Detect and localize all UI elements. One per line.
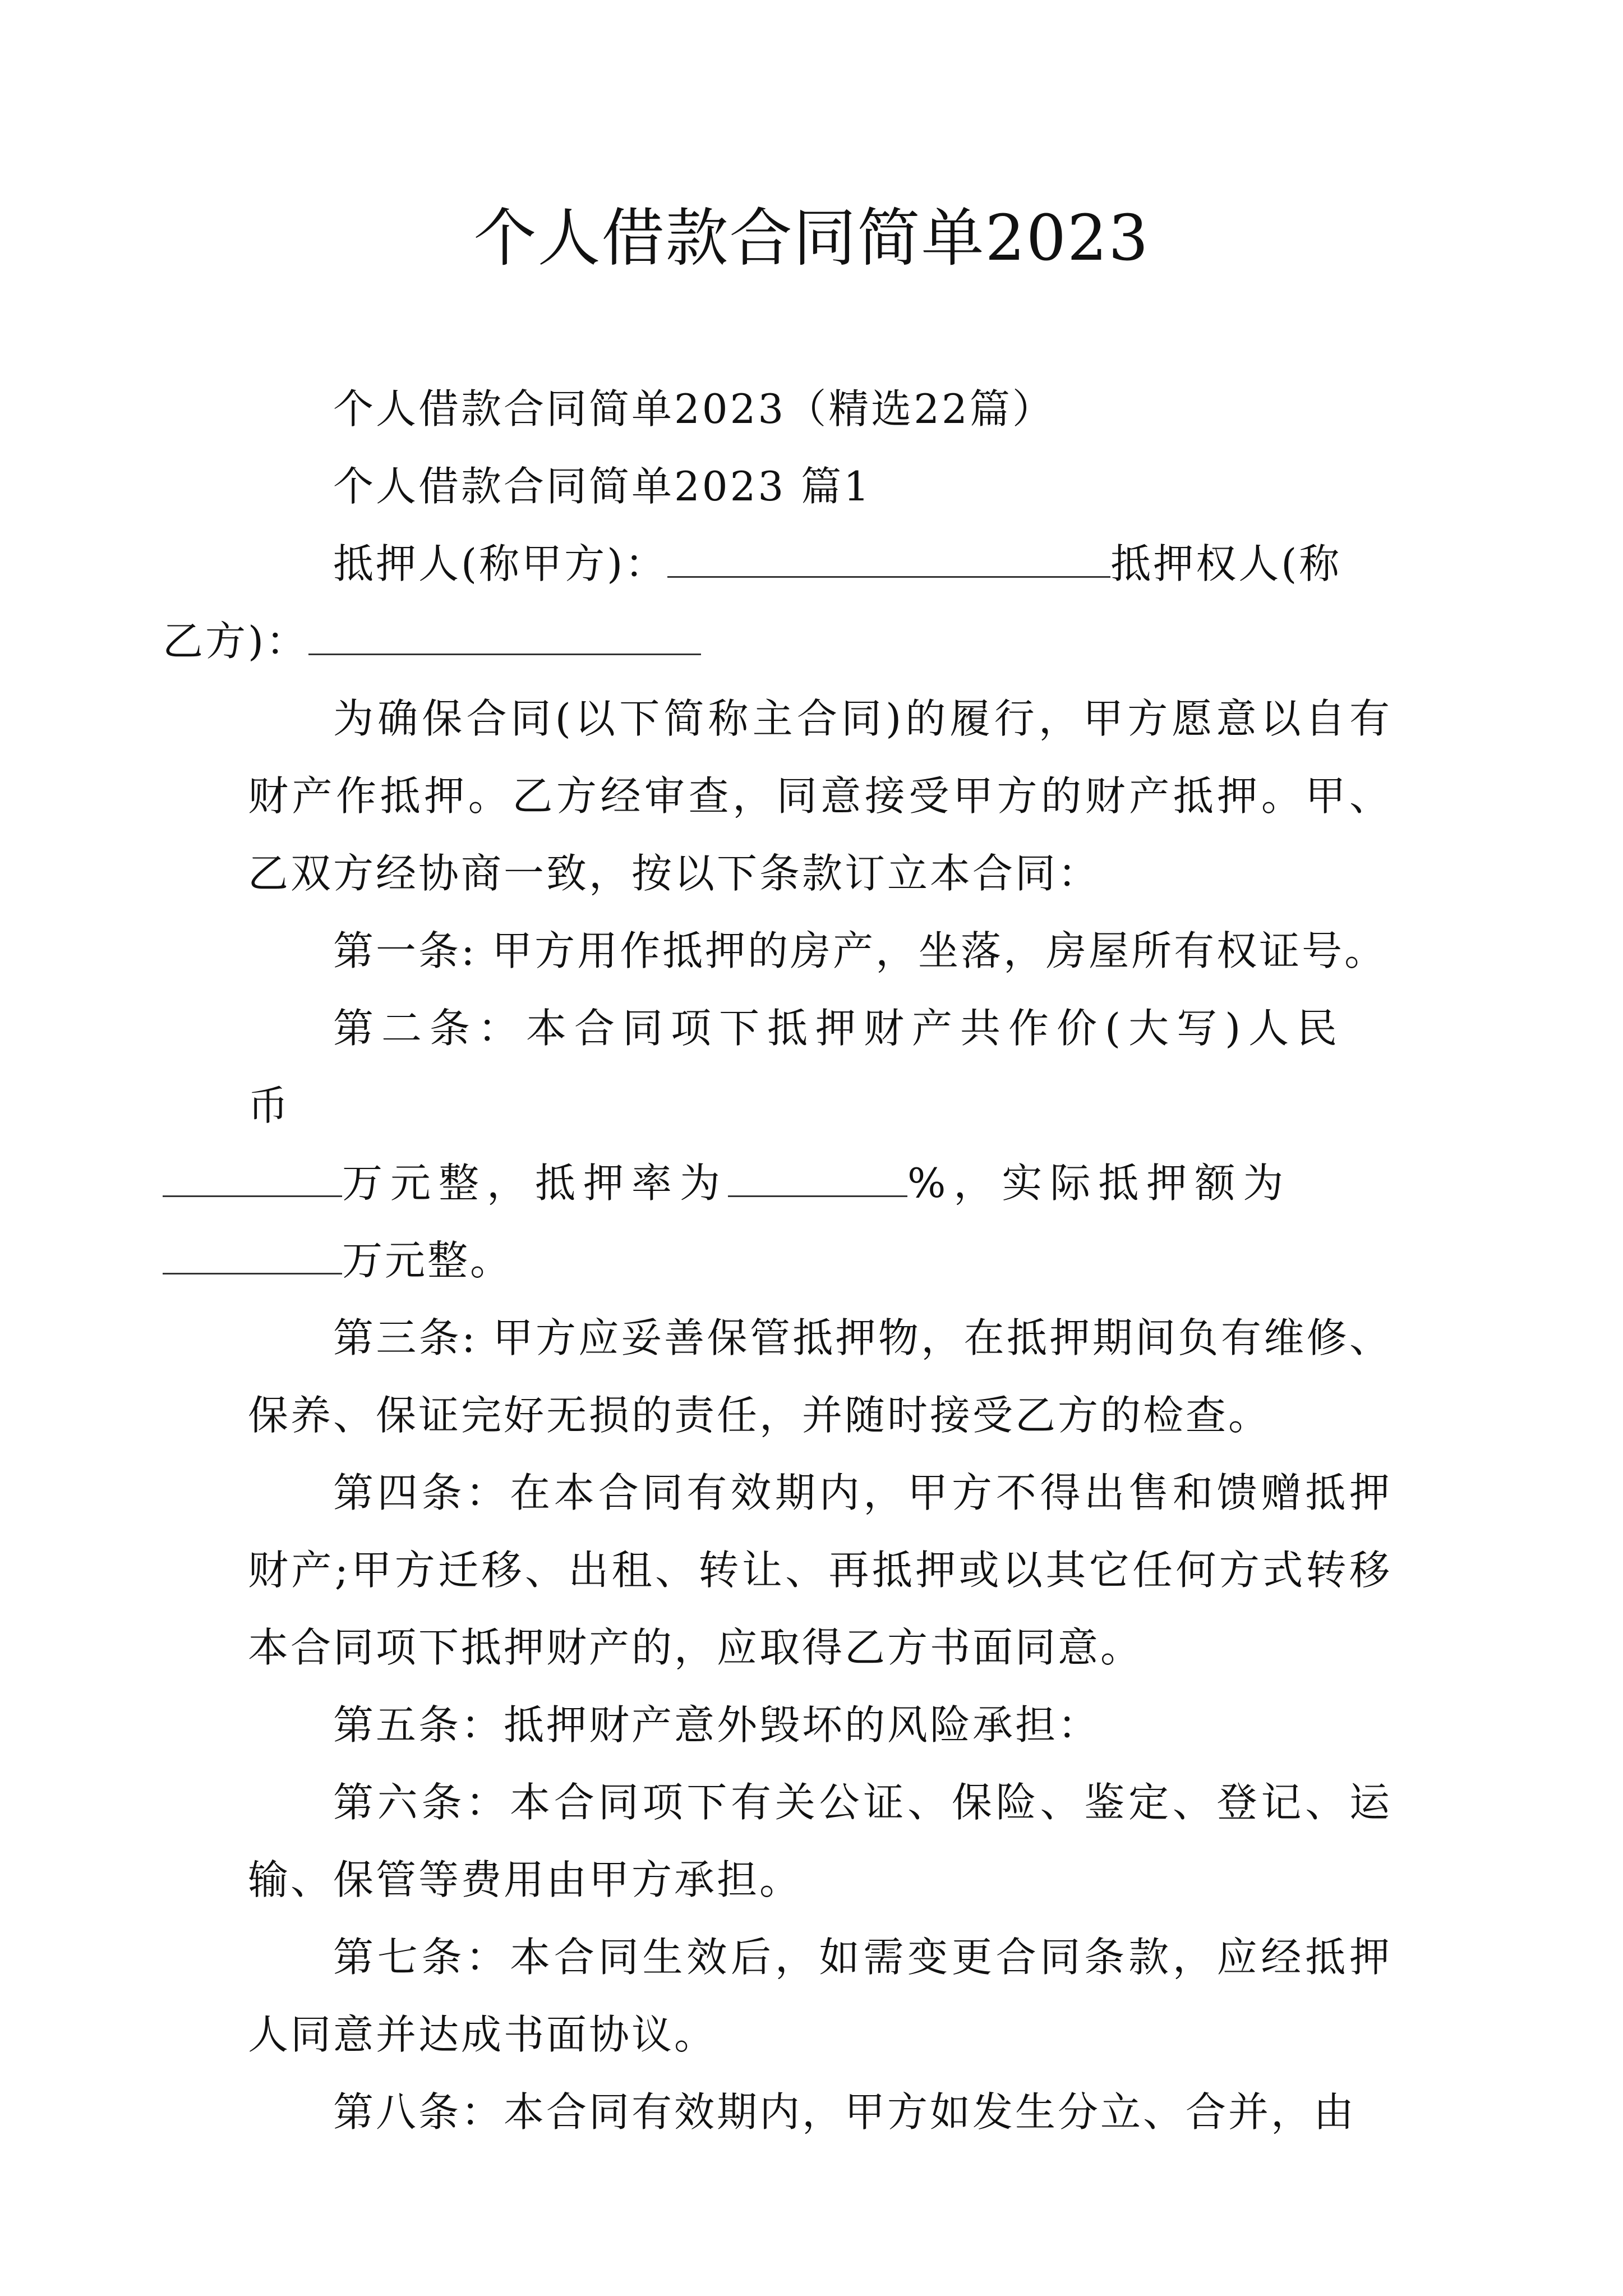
party-a-blank <box>667 540 1110 578</box>
party-b-label-part1: 抵押权人(称 <box>1110 540 1342 587</box>
party-a-label: 抵押人(称甲方)： <box>333 540 668 587</box>
document-title: 个人借款合同简单2023 <box>473 202 1150 275</box>
rate-blank <box>728 1159 907 1197</box>
article-6: 第六条：本合同项下有关公证、保险、鉴定、登记、运输、保管等费用由甲方承担。 <box>248 1779 1392 1903</box>
parties-paragraph <box>163 525 1392 680</box>
party-b-blank <box>308 618 701 655</box>
article-4: 第四条：在本合同有效期内，甲方不得出售和馈赠抵押财产;甲方迁移、出租、转让、再抵押或以其它任何方式转移本合同项下抵押财产的，应取得乙方书面同意。 <box>248 1469 1392 1671</box>
intro-paragraph: 为确保合同(以下简称主合同)的履行，甲方愿意以自有财产作抵押。乙方经审查，同意接受甲方的财产抵押。甲、乙双方经协商一致，按以下条款订立本合同： <box>248 695 1392 897</box>
section-heading: 个人借款合同简单2023 篇1 <box>333 463 872 510</box>
article-3: 第三条: 甲方应妥善保管抵押物，在抵押期间负有维修、保养、保证完好无损的责任，并随时接受乙方的检查。 <box>248 1314 1392 1439</box>
article-2-part3: %，实际抵押额为 <box>907 1159 1292 1207</box>
article-2 <box>248 990 1392 1299</box>
party-b-label-part2: 乙方)： <box>163 618 309 665</box>
price-blank <box>163 1159 342 1197</box>
amount-blank <box>163 1237 342 1274</box>
subtitle-paragraph: 个人借款合同简单2023（精选22篇） <box>333 385 1055 432</box>
article-2-part1: 第二条：本合同项下抵押财产共作价(大写)人民币 <box>248 1005 1345 1129</box>
article-8: 第八条：本合同有效期内，甲方如发生分立、合并，由 <box>333 2088 1357 2136</box>
article-2-part4: 万元整。 <box>342 1237 513 1284</box>
article-1: 第一条: 甲方用作抵押的房产，坐落，房屋所有权证号。 <box>333 927 1387 974</box>
article-5: 第五条：抵押财产意外毁坏的风险承担： <box>333 1701 1101 1749</box>
article-7: 第七条：本合同生效后，如需变更合同条款，应经抵押人同意并达成书面协议。 <box>248 1934 1392 2058</box>
article-2-part2: 万元整，抵押率为 <box>342 1159 728 1207</box>
document-body <box>163 370 1392 2151</box>
